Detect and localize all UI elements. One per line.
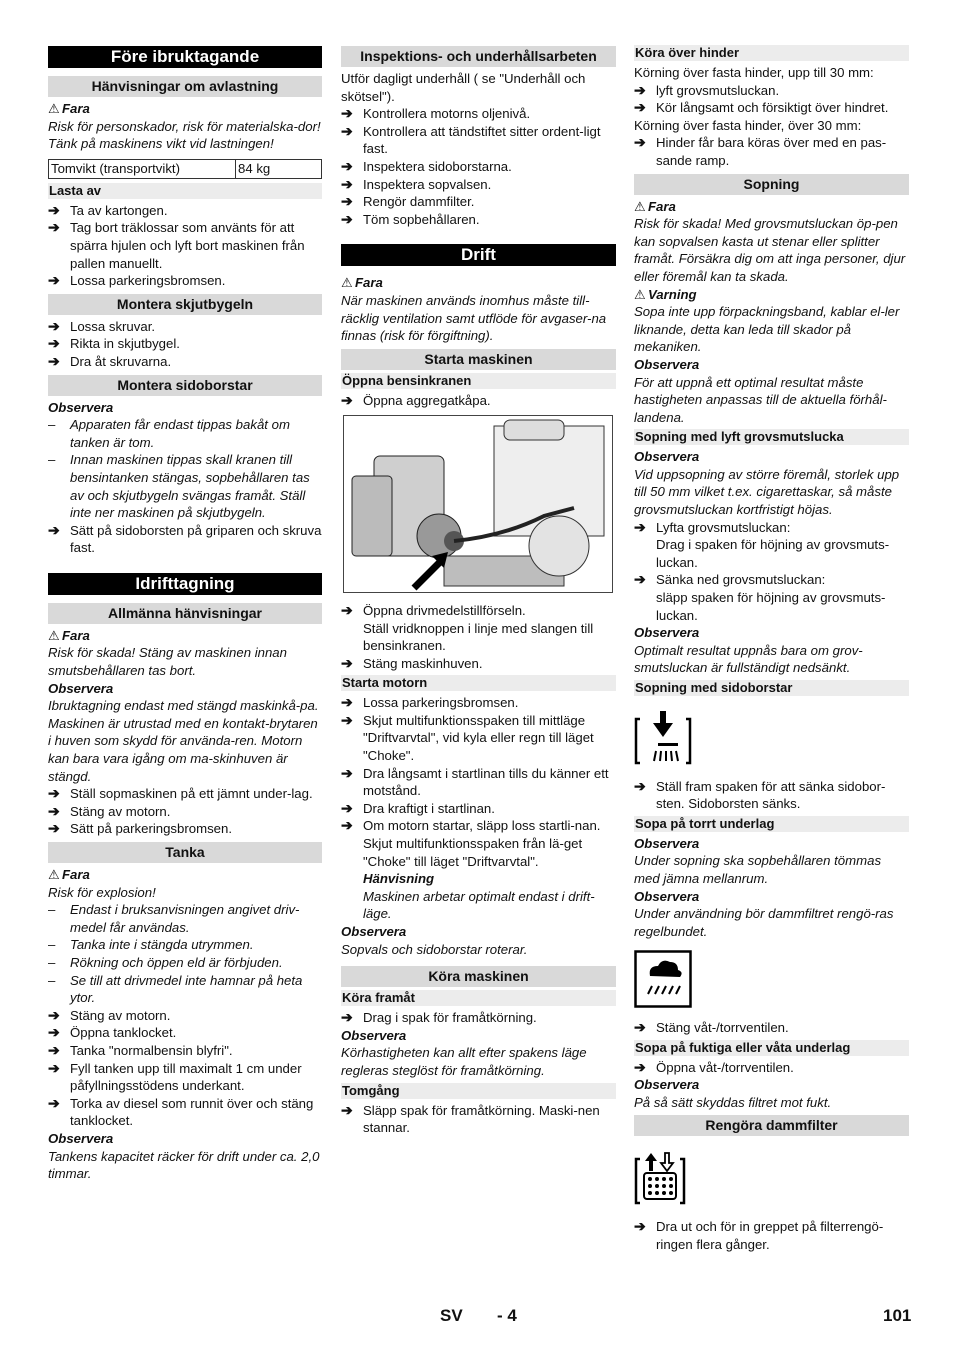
warning-triangle-icon: ⚠ (634, 286, 646, 302)
step-item: ➔ Öppna aggregatkåpa. (341, 391, 491, 408)
step-item: ➔ Sätt på sidoborsten på griparen och skruva fast. (48, 521, 322, 556)
arrow-icon: ➔ (341, 122, 353, 139)
danger-text: Tänk på maskinens vikt vid lastningen! (48, 136, 274, 152)
page-number: 101 (883, 1306, 912, 1325)
arrow-icon: ➔ (341, 193, 353, 210)
danger-label: ⚠ Fara (48, 867, 90, 882)
note-label: Observera (341, 924, 407, 939)
body-text: Körning över fasta hinder, upp till 30 mm: (634, 65, 874, 80)
warning-triangle-icon: ⚠ (48, 867, 60, 882)
danger-text: När maskinen används inomhus måste till-räcklig ventilation samt utflöde för avgaser-na finnas (risk för förgiftning). (341, 292, 607, 344)
note-label: Observera (48, 680, 114, 696)
step-item: ➔ Stäng av motorn. (48, 802, 171, 819)
column-right (634, 44, 909, 1253)
warning-triangle-icon: ⚠ (341, 275, 353, 291)
hint-text: Maskinen arbetar optimalt endast i drift-läge. (363, 888, 595, 922)
note-label: Observera (341, 1027, 407, 1043)
step-item: ➔ Sänka ned grovsmutsluckan: (634, 571, 826, 588)
step-item: ➔ Inspektera sopvalsen. (341, 175, 492, 192)
note-label: Observera (48, 1130, 114, 1146)
note-label: Observera (48, 399, 114, 415)
subheading: Köra framåt (341, 990, 616, 1006)
step-item: ➔ Lyfta grovsmutsluckan: (634, 518, 791, 535)
note-text: Ibruktagning endast med stängd maskinkå-pa. Maskinen är utrustad med en kontakt-brytaren i huven som skydd för använda-ren. Motorn kan bara vara igång om ma-skinhuven är stängd. (48, 698, 319, 784)
step-item: ➔ Släpp spak för framåtkörning. Maski-nen stannar. (341, 1101, 600, 1136)
arrow-icon: ➔ (48, 1094, 60, 1111)
step-item: ➔ Lossa parkeringsbromsen. (341, 694, 519, 711)
dash-item: – Innan maskinen tippas skall kranen till bensintanken stängas, sopbehållaren tas av och skjutbygeln svängas framåt. Ställ inte ner maskinen på skjutbygeln. (48, 452, 310, 521)
arrow-icon: ➔ (341, 601, 353, 618)
arrow-icon: ➔ (341, 654, 353, 671)
wet-dry-valve-icon (634, 950, 692, 1008)
danger-label: ⚠ Fara (48, 627, 90, 643)
danger-text: Risk för explosion! (48, 884, 156, 900)
step-item: ➔ Lossa parkeringsbromsen. (48, 272, 226, 289)
danger-text: Risk för skada! Stäng av maskinen innan smutsbehållaren tas bort. (48, 645, 287, 679)
arrow-icon: ➔ (48, 802, 60, 819)
arrow-icon: ➔ (341, 1101, 353, 1118)
section-page: - 4 (497, 1306, 517, 1325)
step-item: ➔ Skjut multifunktionsspaken till mittläge "Driftvarvtal", vid kyla eller regn till läget "Choke". (341, 711, 594, 764)
step-item: ➔ Öppna drivmedelstillförseln. (341, 601, 526, 618)
subheading: Starta motorn (341, 675, 616, 691)
step-item: ➔ Kör långsamt och försiktigt över hindret. (634, 99, 889, 116)
step-item: ➔ Lossa skruvar. (48, 317, 156, 334)
arrow-icon: ➔ (48, 1006, 60, 1023)
note-text: Vid uppsopning av större föremål, storlek upp till 50 mm vilket t.ex. cigarettaskar, så måste grovsmutsluckan kortfristigt höjas. (634, 466, 900, 518)
step-item: ➔ Stäng av motorn. (48, 1006, 171, 1023)
arrow-icon: ➔ (634, 1217, 646, 1234)
note-label: Observera (634, 1077, 700, 1093)
step-item: ➔ Hinder får bara köras över med en pas-sande ramp. (634, 134, 887, 168)
subsection-title: Rengöra dammfilter (634, 1115, 909, 1136)
subsection-title: Montera skjutbygeln (48, 294, 322, 315)
dash-item: – Rökning och öppen eld är förbjuden. (48, 954, 283, 970)
arrow-icon: ➔ (48, 820, 60, 837)
subheading: Öppna bensinkranen (341, 373, 616, 389)
step-item: ➔ Tanka "normalbensin blyfri". (48, 1041, 233, 1058)
danger-text: Risk för skada! Med grovsmutsluckan öp-pen kan sopvalsen kasta ut stenar eller splitter framåt. Försäkra dig om att inga personer, djur eller föremål kan ta skada. (634, 216, 906, 284)
hint-label: Hänvisning (363, 871, 435, 887)
engine-fuel-valve-illustration (343, 415, 613, 593)
step-item: ➔ Öppna våt-/torrventilen. (634, 1058, 794, 1075)
step-item: ➔ Fyll tanken upp till maximalt 1 cm under påfyllningsstödens underkant. (48, 1059, 302, 1094)
arrow-icon: ➔ (634, 777, 646, 794)
note-label: Observera (634, 625, 700, 641)
section-title: Drift (341, 244, 616, 266)
arrow-icon: ➔ (634, 81, 646, 98)
step-item: ➔ Dra åt skruvarna. (48, 352, 172, 369)
arrow-icon: ➔ (48, 335, 60, 352)
danger-label: ⚠ Fara (341, 275, 383, 291)
step-detail: släpp spaken för höjning av grovsmuts-luckan. (656, 590, 886, 623)
step-item: ➔ Tag bort träklossar som använts för att spärra hjulen och lyft bort maskinen från pallen manuellt. (48, 219, 305, 271)
arrow-icon: ➔ (634, 571, 646, 588)
step-item: ➔ Rengör dammfilter. (341, 193, 475, 210)
step-detail: Drag i spaken för höjning av grovsmuts-luckan. (656, 537, 890, 570)
dash-item: – Apparaten får endast tippas bakåt om tanken är tom. (48, 417, 290, 450)
arrow-icon: ➔ (48, 1024, 60, 1041)
filter-cleaning-icon (634, 1149, 692, 1207)
step-item: ➔ Drag i spak för framåtkörning. (341, 1009, 537, 1026)
arrow-icon: ➔ (48, 1041, 60, 1058)
arrow-icon: ➔ (48, 352, 60, 369)
note-text: Tankens kapacitet räcker för drift under ca. 2,0 timmar. (48, 1148, 320, 1182)
spec-value: 84 kg (236, 159, 322, 178)
step-item: ➔ Dra långsamt i startlinan tills du känner ett motstånd. (341, 764, 609, 799)
step-item: ➔ Dra ut och för in greppet på filterrengö-ringen flera gånger. (634, 1217, 884, 1252)
arrow-icon: ➔ (48, 521, 60, 538)
section-title: Före ibruktagande (48, 46, 322, 68)
arrow-icon: ➔ (634, 1058, 646, 1075)
step-item: ➔ lyft grovsmutsluckan. (634, 81, 780, 98)
note-text: Optimalt resultat uppnås bara om grov-smutsluckan är fullständigt nedsänkt. (634, 642, 863, 676)
section-title: Idrifttagning (48, 573, 322, 595)
danger-label: ⚠ Fara (48, 101, 90, 116)
subheading: Tomgång (341, 1083, 616, 1099)
body-text: Körning över fasta hinder, över 30 mm: (634, 117, 862, 133)
subsection-title: Starta maskinen (341, 349, 616, 370)
danger-text: Risk för personskador, risk för materialska-dor! (48, 118, 321, 134)
arrow-icon: ➔ (341, 157, 353, 174)
note-text: För att uppnå ett optimal resultat måste hastigheten anpassas till de aktuella förhål-landena. (634, 374, 887, 425)
step-item: ➔ Torka av diesel som runnit över och stäng tanklocket. (48, 1094, 314, 1129)
dash-item: – Tanka inte i stängda utrymmen. (48, 937, 254, 953)
step-item: ➔ Öppna tanklocket. (48, 1024, 177, 1041)
arrow-icon: ➔ (341, 764, 353, 781)
subsection-title: Köra maskinen (341, 966, 616, 987)
note-label: Observera (634, 449, 700, 465)
arrow-icon: ➔ (48, 317, 60, 334)
note-label: Observera (634, 888, 700, 904)
note-text: Under sopning ska sopbehållaren tömmas med jämna mellanrum. (634, 853, 882, 886)
note-text: Sopvals och sidoborstar roterar. (341, 941, 528, 957)
arrow-icon: ➔ (341, 799, 353, 816)
arrow-icon: ➔ (341, 175, 353, 192)
subheading: Sopning med sidoborstar (634, 680, 909, 696)
note-label: Observera (634, 356, 700, 372)
arrow-icon: ➔ (634, 134, 646, 151)
step-item: ➔ Kontrollera motorns oljenivå. (341, 105, 531, 122)
warning-triangle-icon: ⚠ (634, 198, 646, 214)
subsection-title: Sopning (634, 174, 909, 195)
subsection-title: Hänvisningar om avlastning (48, 76, 322, 97)
arrow-icon: ➔ (341, 391, 353, 408)
step-item: ➔ Stäng våt-/torrventilen. (634, 1018, 789, 1035)
arrow-icon: ➔ (341, 694, 353, 711)
arrow-icon: ➔ (341, 711, 353, 728)
subheading: Lasta av (48, 183, 322, 199)
step-item: ➔ Ställ sopmaskinen på ett jämnt under-lag. (48, 785, 313, 802)
arrow-icon: ➔ (341, 105, 353, 122)
column-middle (341, 44, 616, 1137)
weight-table (48, 159, 322, 179)
subheading: Köra över hinder (634, 45, 909, 61)
arrow-icon: ➔ (634, 518, 646, 535)
arrow-icon: ➔ (48, 1059, 60, 1076)
danger-label: ⚠ Fara (634, 198, 676, 214)
step-item: ➔ Om motorn startar, släpp loss startli-nan. Skjut multifunktionsspaken från lä-get "Choke" till läget "Driftvarvtal". (341, 817, 601, 869)
arrow-icon: ➔ (634, 1018, 646, 1035)
arrow-icon: ➔ (341, 817, 353, 834)
column-left (48, 44, 322, 1183)
arrow-icon: ➔ (634, 99, 646, 116)
warning-triangle-icon: ⚠ (48, 627, 60, 643)
subsection-title: Montera sidoborstar (48, 375, 322, 396)
subheading: Sopa på fuktiga eller våta underlag (634, 1040, 909, 1056)
step-item: ➔ Ta av kartongen. (48, 201, 168, 218)
step-item: ➔ Ställ fram spaken för att sänka sidobor-sten. Sidoborsten sänks. (634, 777, 886, 812)
note-text: På så sätt skyddas filtret mot fukt. (634, 1094, 832, 1110)
step-item: ➔ Dra kraftigt i startlinan. (341, 799, 495, 816)
step-item: ➔ Rikta in skjutbygel. (48, 335, 180, 352)
spec-label: Tomvikt (transportvikt) (49, 159, 236, 178)
subheading: Sopa på torrt underlag (634, 816, 909, 832)
step-item: ➔ Töm sopbehållaren. (341, 210, 480, 227)
step-item: ➔ Inspektera sidoborstarna. (341, 157, 512, 174)
arrow-icon: ➔ (48, 785, 60, 802)
arrow-icon: ➔ (48, 272, 60, 289)
arrow-icon: ➔ (341, 210, 353, 227)
step-item: ➔ Stäng maskinhuven. (341, 654, 483, 671)
arrow-icon: ➔ (48, 219, 60, 236)
warning-label: ⚠ Varning (634, 286, 697, 302)
note-text: Under användning bör dammfiltret rengö-ras regelbundet. (634, 906, 894, 939)
step-detail: Ställ vridknoppen i linje med slangen till bensinkranen. (363, 620, 594, 654)
language-code: SV (440, 1306, 463, 1325)
subheading: Sopning med lyft grovsmutslucka (634, 429, 909, 445)
dash-item: – Se till att drivmedel inte hamnar på heta ytor. (48, 972, 303, 1006)
side-brush-lower-icon (634, 709, 692, 767)
intro-text: Utför dagligt underhåll ( se "Underhåll och skötsel"). (341, 71, 586, 104)
note-text: Körhastigheten kan allt efter spakens läge regleras steglöst för framåtkörning. (341, 1045, 587, 1078)
warning-triangle-icon: ⚠ (48, 101, 60, 116)
step-item: ➔ Kontrollera att tändstiftet sitter ordent-ligt fast. (341, 122, 601, 157)
arrow-icon: ➔ (341, 1009, 353, 1026)
subsection-title: Inspektions- och underhållsarbeten (341, 46, 616, 67)
dash-item: – Endast i bruksanvisningen angivet driv-medel får användas. (48, 902, 300, 935)
note-label: Observera (634, 835, 700, 851)
step-item: ➔ Sätt på parkeringsbromsen. (48, 820, 232, 837)
warning-text: Sopa inte upp förpackningsband, kablar el-ler liknande, detta kan leda till skador på mekaniken. (634, 304, 900, 355)
subsection-title: Allmänna hänvisningar (48, 603, 322, 624)
subsection-title: Tanka (48, 842, 322, 863)
arrow-icon: ➔ (48, 201, 60, 218)
